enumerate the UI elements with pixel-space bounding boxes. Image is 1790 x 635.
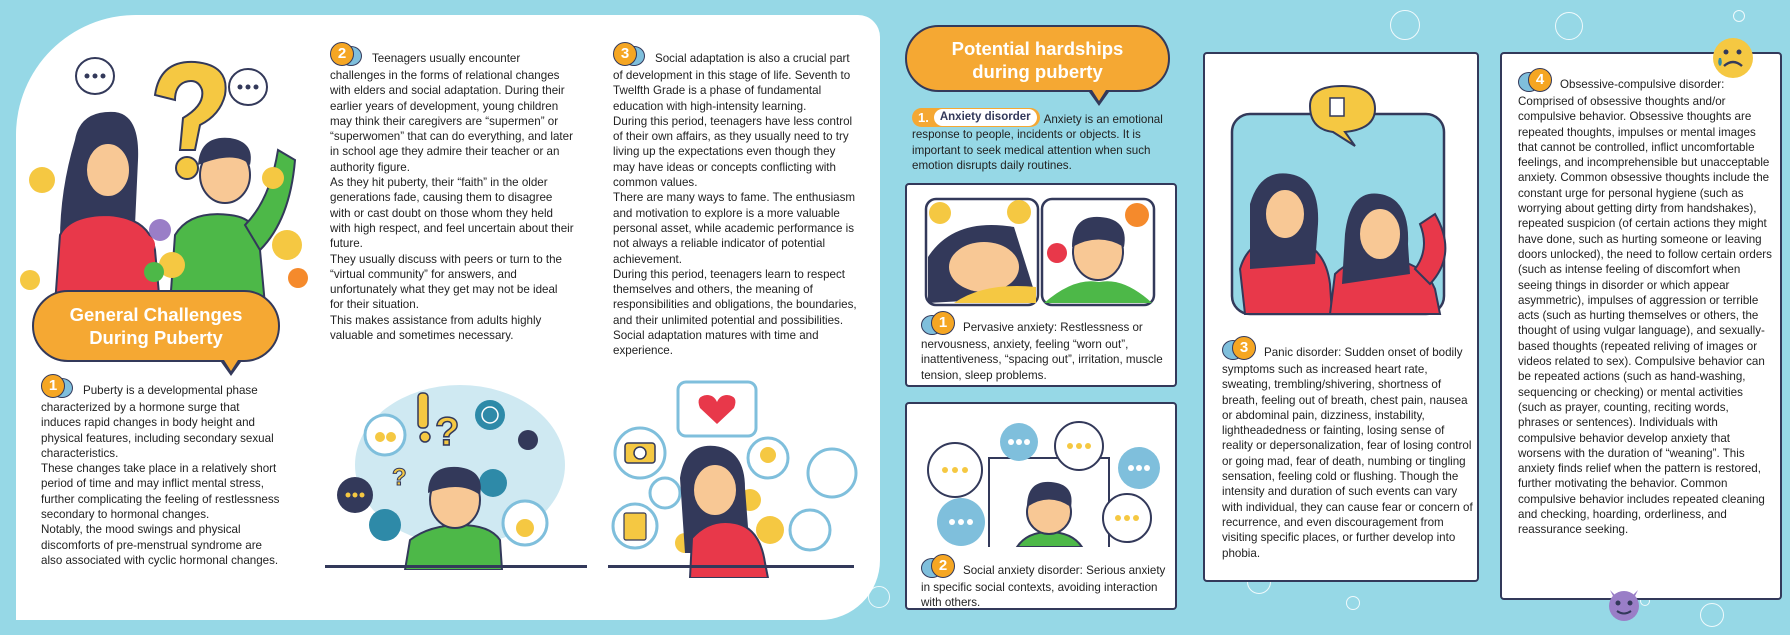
emoji-icon	[20, 270, 40, 290]
card-3-text: 3 Panic disorder: Sudden onset of bodily symptoms such as increased heart rate, sweating, trembling/shivering, shortness of breath, feeling out of breath, chest pain, nausea or abdominal pain, dizziness, instability, lightheadedness or fainting, losing sense of reality or depersonalization, fear of losing control or going mad, fear of death, numbing or tingling sensation, feeling cold or flushing. Though the intensity and duration of such events can vary with individual, they can cause fear or concern of recurrence, and even discouragement from visiting specific places, or further develop into phobia.	[1222, 336, 1474, 561]
card-2-text: 2 Social anxiety disorder: Serious anxiety in specific social contexts, avoiding interaction with others.	[921, 554, 1171, 611]
devil-emoji-icon	[1604, 582, 1644, 622]
question-mark-icon	[435, 410, 459, 454]
anxiety-intro-text: Anxiety is an emotional response to people, incidents or objects. It is important to seek medical attention when such emotion disrupts daily routines.	[912, 113, 1163, 172]
paragraph: During this period, teenagers have less control of their own affairs, as they usually need to try living up the expectations even though they may have ideas or concepts conflicting with common values.	[613, 114, 853, 190]
globe-icon	[475, 400, 505, 430]
speech-bubble-icon	[1103, 494, 1151, 542]
speech-bubble-icon	[76, 58, 114, 94]
section-3-text	[613, 42, 857, 359]
emoji-icon	[144, 262, 164, 282]
paragraph: Notably, the mood swings and physical discomforts of pre-menstrual syndrome are also associated with cyclic hormonal changes.	[41, 523, 279, 567]
card-social-anxiety	[905, 402, 1177, 610]
paragraph: These changes take place in a relatively short period of time and may inflict mental stress, further complicating the feeling of restlessness secondary to hormonal changes.	[41, 462, 280, 522]
panic-disorder-illustration	[1230, 84, 1458, 324]
number-badge-3: 3	[1222, 336, 1256, 362]
ground-line	[608, 565, 854, 568]
section-1-text	[41, 374, 281, 568]
card-4-text: 4 Obsessive-compulsive disorder: Comprised of obsessive thoughts and/or compulsive behavior. Obsessive thoughts are repeated thoughts, impulses or mental images that cannot be controlled, inflict uncomfortable feelings, and incomprehensible but unacceptable anxiety. Common obsessive thoughts include the constant urge for personal hygiene (such as worrying about getting dirty from handshakes), repeated suspicion (of certain actions they might have done, such as hurting someone or leaving doors unlocked), the need to follow certain orders (such as intense feeling of discomfort when seeing things in disorder or which appear asymmetric), impulses of aggression or terrible acts (such as hurting themselves or others, the thought of using vulgar language), and sexually-based thoughts (repeated reliving of images or videos related to sex). Compulsive behavior can be repeated actions (such as hand-washing, sequencing or checking) or mental activities (such as prayer, counting, reciting words, phrases or sentences). Individuals with compulsive behavior develop anxiety that worsens with the duration of “weaning”. This anxiety finds relief when the pattern is restored, further motivating the behavior. Common compulsive behavior includes repeated cleaning and checking, hoarding, orderliness, and reassurance seeking.	[1518, 68, 1772, 538]
emoji-icon	[288, 268, 308, 288]
question-mark-icon	[392, 464, 407, 491]
speech-bubble-icon	[1000, 423, 1038, 461]
speech-bubble-icon	[937, 498, 985, 546]
emoji-icon	[1047, 243, 1067, 263]
title-line-2: During Puberty	[89, 327, 223, 348]
card-1-text: 1 Pervasive anxiety: Restlessness or nervousness, anxiety, feeling “worn out”, inattentiveness, “spacing out”, irritation, muscle tension, sleep problems.	[921, 311, 1171, 383]
camera-icon	[615, 428, 665, 478]
svg-text:?: ?	[392, 464, 407, 491]
svg-text:?: ?	[435, 410, 460, 454]
paragraph: There are many ways to fame. The enthusiasm and motivation to explore is a more valuable personal asset, while academic performance is not always a reliable indicator of potential achievement.	[613, 191, 856, 266]
speech-bubble-icon	[229, 69, 267, 105]
paragraph: Puberty is a developmental phase characterized by a hormone surge that induces rapid changes in body height and physical features, including secondary sexual characteristics.	[41, 384, 274, 460]
girl-hobbies-illustration	[610, 378, 865, 578]
decor-ring	[1733, 10, 1745, 22]
paragraph: This makes assistance from adults highly valuable and sometimes necessary.	[330, 313, 542, 343]
potential-hardships-title	[905, 25, 1170, 92]
decor-ring	[1346, 596, 1360, 610]
number-badge-1: 1	[41, 374, 75, 400]
paragraph: Teenagers usually encounter challenges in the forms of relational changes with elders and social adaptation. During their earlier years of development, young children may think their caregivers are “supermen” or “superwomen” that can do everything, and later in school age they admire their teacher or an authority figure.	[330, 52, 573, 174]
emoji-icon	[149, 219, 171, 241]
drawing-icon	[650, 478, 680, 508]
speech-bubble-icon	[1055, 422, 1103, 470]
exclamation-icon	[418, 393, 430, 442]
decor-ring	[1555, 12, 1583, 40]
cloud-icon	[479, 469, 507, 497]
section-2-text	[330, 42, 574, 343]
emoji-icon	[29, 167, 55, 193]
user-icon	[503, 501, 547, 545]
emoji-icon	[135, 235, 155, 255]
heart-icon	[678, 382, 756, 436]
user-group-icon	[365, 415, 405, 455]
chemistry-icon	[790, 510, 830, 550]
crying-emoji-icon	[1711, 36, 1755, 80]
lightbulb-icon	[748, 438, 788, 478]
share-icon	[518, 430, 538, 450]
speech-bubble-icon	[1118, 447, 1160, 489]
anxiety-disorder-badge: 1. Anxiety disorder	[912, 108, 1040, 127]
card-ocd	[1500, 52, 1782, 600]
social-anxiety-illustration	[917, 412, 1167, 547]
speech-bubble-icon	[928, 443, 982, 497]
general-challenges-title	[32, 290, 280, 362]
title-line-1: General Challenges	[69, 304, 243, 325]
anxiety-intro	[912, 108, 1167, 173]
cosmetics-icon	[808, 449, 856, 497]
number-badge-1: 1	[921, 311, 955, 337]
paragraph: Social adaptation matures with time and experience.	[613, 329, 819, 358]
paragraph: They usually discuss with peers or turn to the “virtual community” for answers, and unfortunately what they get may not be ideal for their situation.	[330, 252, 562, 312]
emoji-icon	[1125, 203, 1149, 227]
card-panic-disorder	[1203, 52, 1479, 582]
anxious-teens-illustration	[924, 197, 1156, 309]
number-badge-3: 3	[613, 42, 647, 68]
number-badge-2: 2	[330, 42, 364, 68]
chat-dots-icon	[337, 477, 373, 513]
decor-ring	[1700, 603, 1724, 627]
title-line-2: during puberty	[972, 61, 1103, 82]
confused-boy-illustration	[330, 385, 585, 570]
number-badge-4: 4	[1518, 68, 1552, 94]
emoji-icon	[262, 167, 284, 189]
paragraph: During this period, teenagers learn to respect themselves and others, the meaning of responsibilities and obligations, the boundaries, and their unlimited potential and possibilities.	[613, 267, 857, 327]
paragraph: Social adaptation is also a crucial part of development in this stage of life. Seventh to Twelfth Grade is a phase of fundamental education with high-intensity learning.	[613, 52, 851, 113]
emoji-icon	[1007, 200, 1031, 224]
card-pervasive-anxiety	[905, 183, 1177, 387]
wifi-icon	[369, 509, 401, 541]
emoji-icon	[929, 202, 951, 224]
ground-line	[325, 565, 587, 568]
bubble-tail	[1089, 92, 1109, 106]
title-line-1: Potential hardships	[951, 38, 1124, 59]
number-badge-2: 2	[921, 554, 955, 580]
decor-ring	[1390, 10, 1420, 40]
emoji-icon	[756, 516, 784, 544]
paragraph: As they hit puberty, their “faith” in the older generations fade, causing them to disagree with or cast doubt on those whom they held with high respect, and feel uncertain about their future.	[330, 176, 574, 251]
calculator-icon	[613, 504, 657, 548]
emoji-icon	[272, 230, 302, 260]
teens-confused-illustration	[20, 50, 320, 305]
